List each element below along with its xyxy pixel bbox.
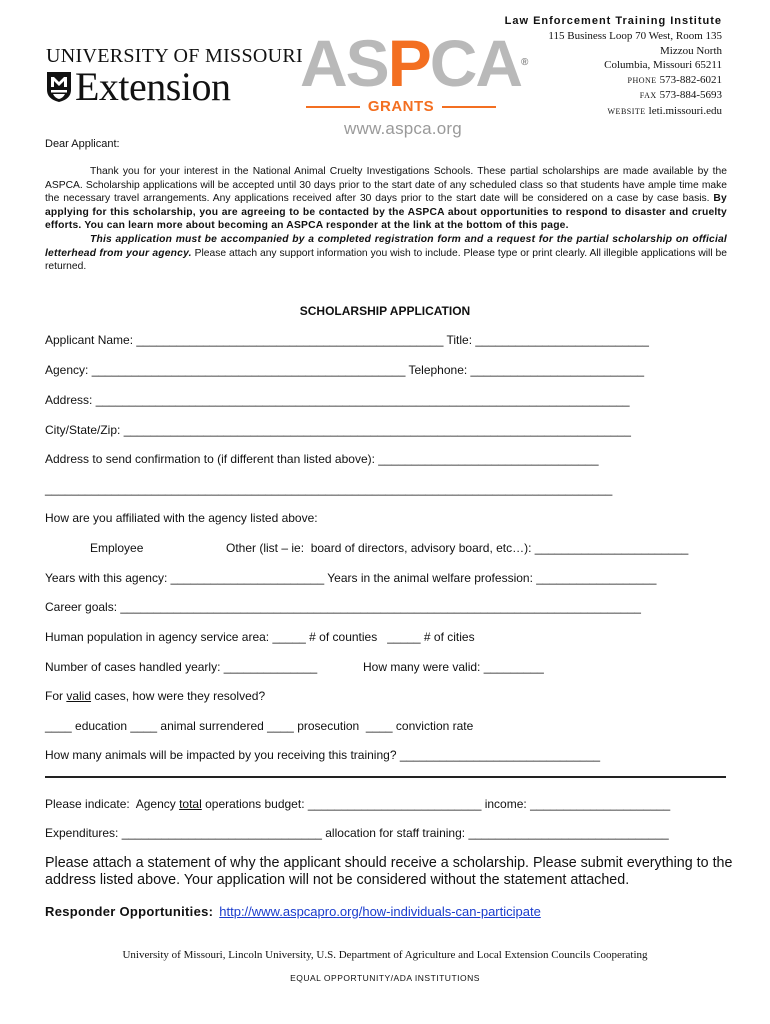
- animals-impacted-field[interactable]: How many animals will be impacted by you receiving this training? ______________________________: [45, 748, 601, 762]
- intro-paragraph-1: Thank you for your interest in the National Animal Cruelty Investigations Schools. These partial scholarships are made available by the ASPCA. Scholarship applications will be accepted until 30 days prior to the start date of any scheduled class so that students have ample time make the necessary travel arrangements. Any applications received after 30 days prior to the start date will be considered on a case by case basis. By applying for this scholarship, you are agreeing to be contacted by the ASPCA about opportunities to respond to disaster and cruelty efforts. You can learn more about becoming an ASPCA responder at the link at the bottom of this page.: [45, 166, 727, 232]
- website-line: WEBSITE leti.missouri.edu: [607, 104, 722, 117]
- city-state-zip-field[interactable]: City/State/Zip: ____________________________________________________________________________: [45, 423, 631, 437]
- grants-label: GRANTS: [367, 98, 435, 115]
- responder-link[interactable]: http://www.aspcapro.org/how-individuals-can-participate: [219, 904, 541, 919]
- salutation: Dear Applicant:: [45, 138, 120, 150]
- phone-line: PHONE 573-882-6021: [627, 73, 722, 86]
- statement-instructions: Please attach a statement of why the applicant should receive a scholarship. Please submit everything to the address listed above. Your application will not be considered without the statement attached.: [45, 855, 733, 888]
- cooperating-statement: University of Missouri, Lincoln University, U.S. Department of Agriculture and Local Extension Councils Cooperating: [122, 949, 648, 961]
- university-name: UNIVERSITY OF MISSOURI: [46, 45, 303, 67]
- address-field[interactable]: Address: ________________________________________________________________________________: [45, 393, 630, 407]
- years-field[interactable]: Years with this agency: _______________________ Years in the animal welfare profession: __________________: [45, 571, 657, 585]
- confirmation-address-field[interactable]: Address to send confirmation to (if different than listed above): _________________________________: [45, 452, 599, 466]
- institute-title: Law Enforcement Training Institute: [504, 15, 722, 27]
- fax-line: FAX 573-884-5693: [639, 89, 722, 101]
- responder-label: Responder Opportunities:: [45, 904, 214, 919]
- budget-field[interactable]: Please indicate: Agency total operations budget: __________________________ income: _____________________: [45, 797, 671, 811]
- section-divider: [45, 776, 726, 778]
- resolution-question: For valid cases, how were they resolved?: [45, 689, 266, 703]
- mizzou-shield-icon: [46, 71, 72, 103]
- university-logo: [46, 45, 303, 109]
- expenditures-field[interactable]: Expenditures: ______________________________ allocation for staff training: ______________________________: [45, 826, 669, 840]
- affiliation-question: How are you affiliated with the agency listed above:: [45, 511, 318, 525]
- responder-opportunities: [45, 904, 541, 919]
- aspca-wordmark: ASPCA®: [300, 26, 527, 100]
- confirmation-address-line-2[interactable]: _____________________________________________________________________________________: [45, 482, 613, 496]
- intro-text: [45, 165, 727, 274]
- institute-address-block: [462, 14, 722, 119]
- career-goals-field[interactable]: Career goals: ______________________________________________________________________________: [45, 600, 641, 614]
- address-line-3: Columbia, Missouri 65211: [604, 59, 722, 71]
- aspca-url: www.aspca.org: [344, 119, 462, 138]
- other-affiliation-field[interactable]: Other (list – ie: board of directors, advisory board, etc…): _______________________: [226, 541, 689, 555]
- cases-valid-field[interactable]: How many were valid: _________: [363, 660, 544, 674]
- cases-handled-field[interactable]: Number of cases handled yearly: ______________: [45, 660, 318, 674]
- agency-field[interactable]: Agency: _______________________________________________ Telephone: __________________________: [45, 363, 645, 377]
- address-line-2: Mizzou North: [659, 44, 722, 57]
- form-title: SCHOLARSHIP APPLICATION: [299, 304, 471, 318]
- address-line-1: 115 Business Loop 70 West, Room 135: [548, 30, 722, 42]
- equal-opportunity-notice: EQUAL OPPORTUNITY/ADA INSTITUTIONS: [290, 973, 480, 983]
- employee-option[interactable]: Employee: [90, 541, 144, 555]
- extension-wordmark: Extension: [75, 64, 231, 109]
- resolution-options-field[interactable]: ____ education ____ animal surrendered ____ prosecution ____ conviction rate: [45, 719, 474, 733]
- intro-paragraph-2: This application must be accompanied by a completed registration form and a request for the partial scholarship on official letterhead from your agency. Please attach any support information you wish to include. Please type or print clearly. All illegible applications will be returned.: [45, 233, 727, 273]
- population-field[interactable]: Human population in agency service area: _____ # of counties _____ # of cities: [45, 630, 475, 644]
- applicant-name-field[interactable]: Applicant Name: ______________________________________________ Title: __________________________: [45, 333, 649, 347]
